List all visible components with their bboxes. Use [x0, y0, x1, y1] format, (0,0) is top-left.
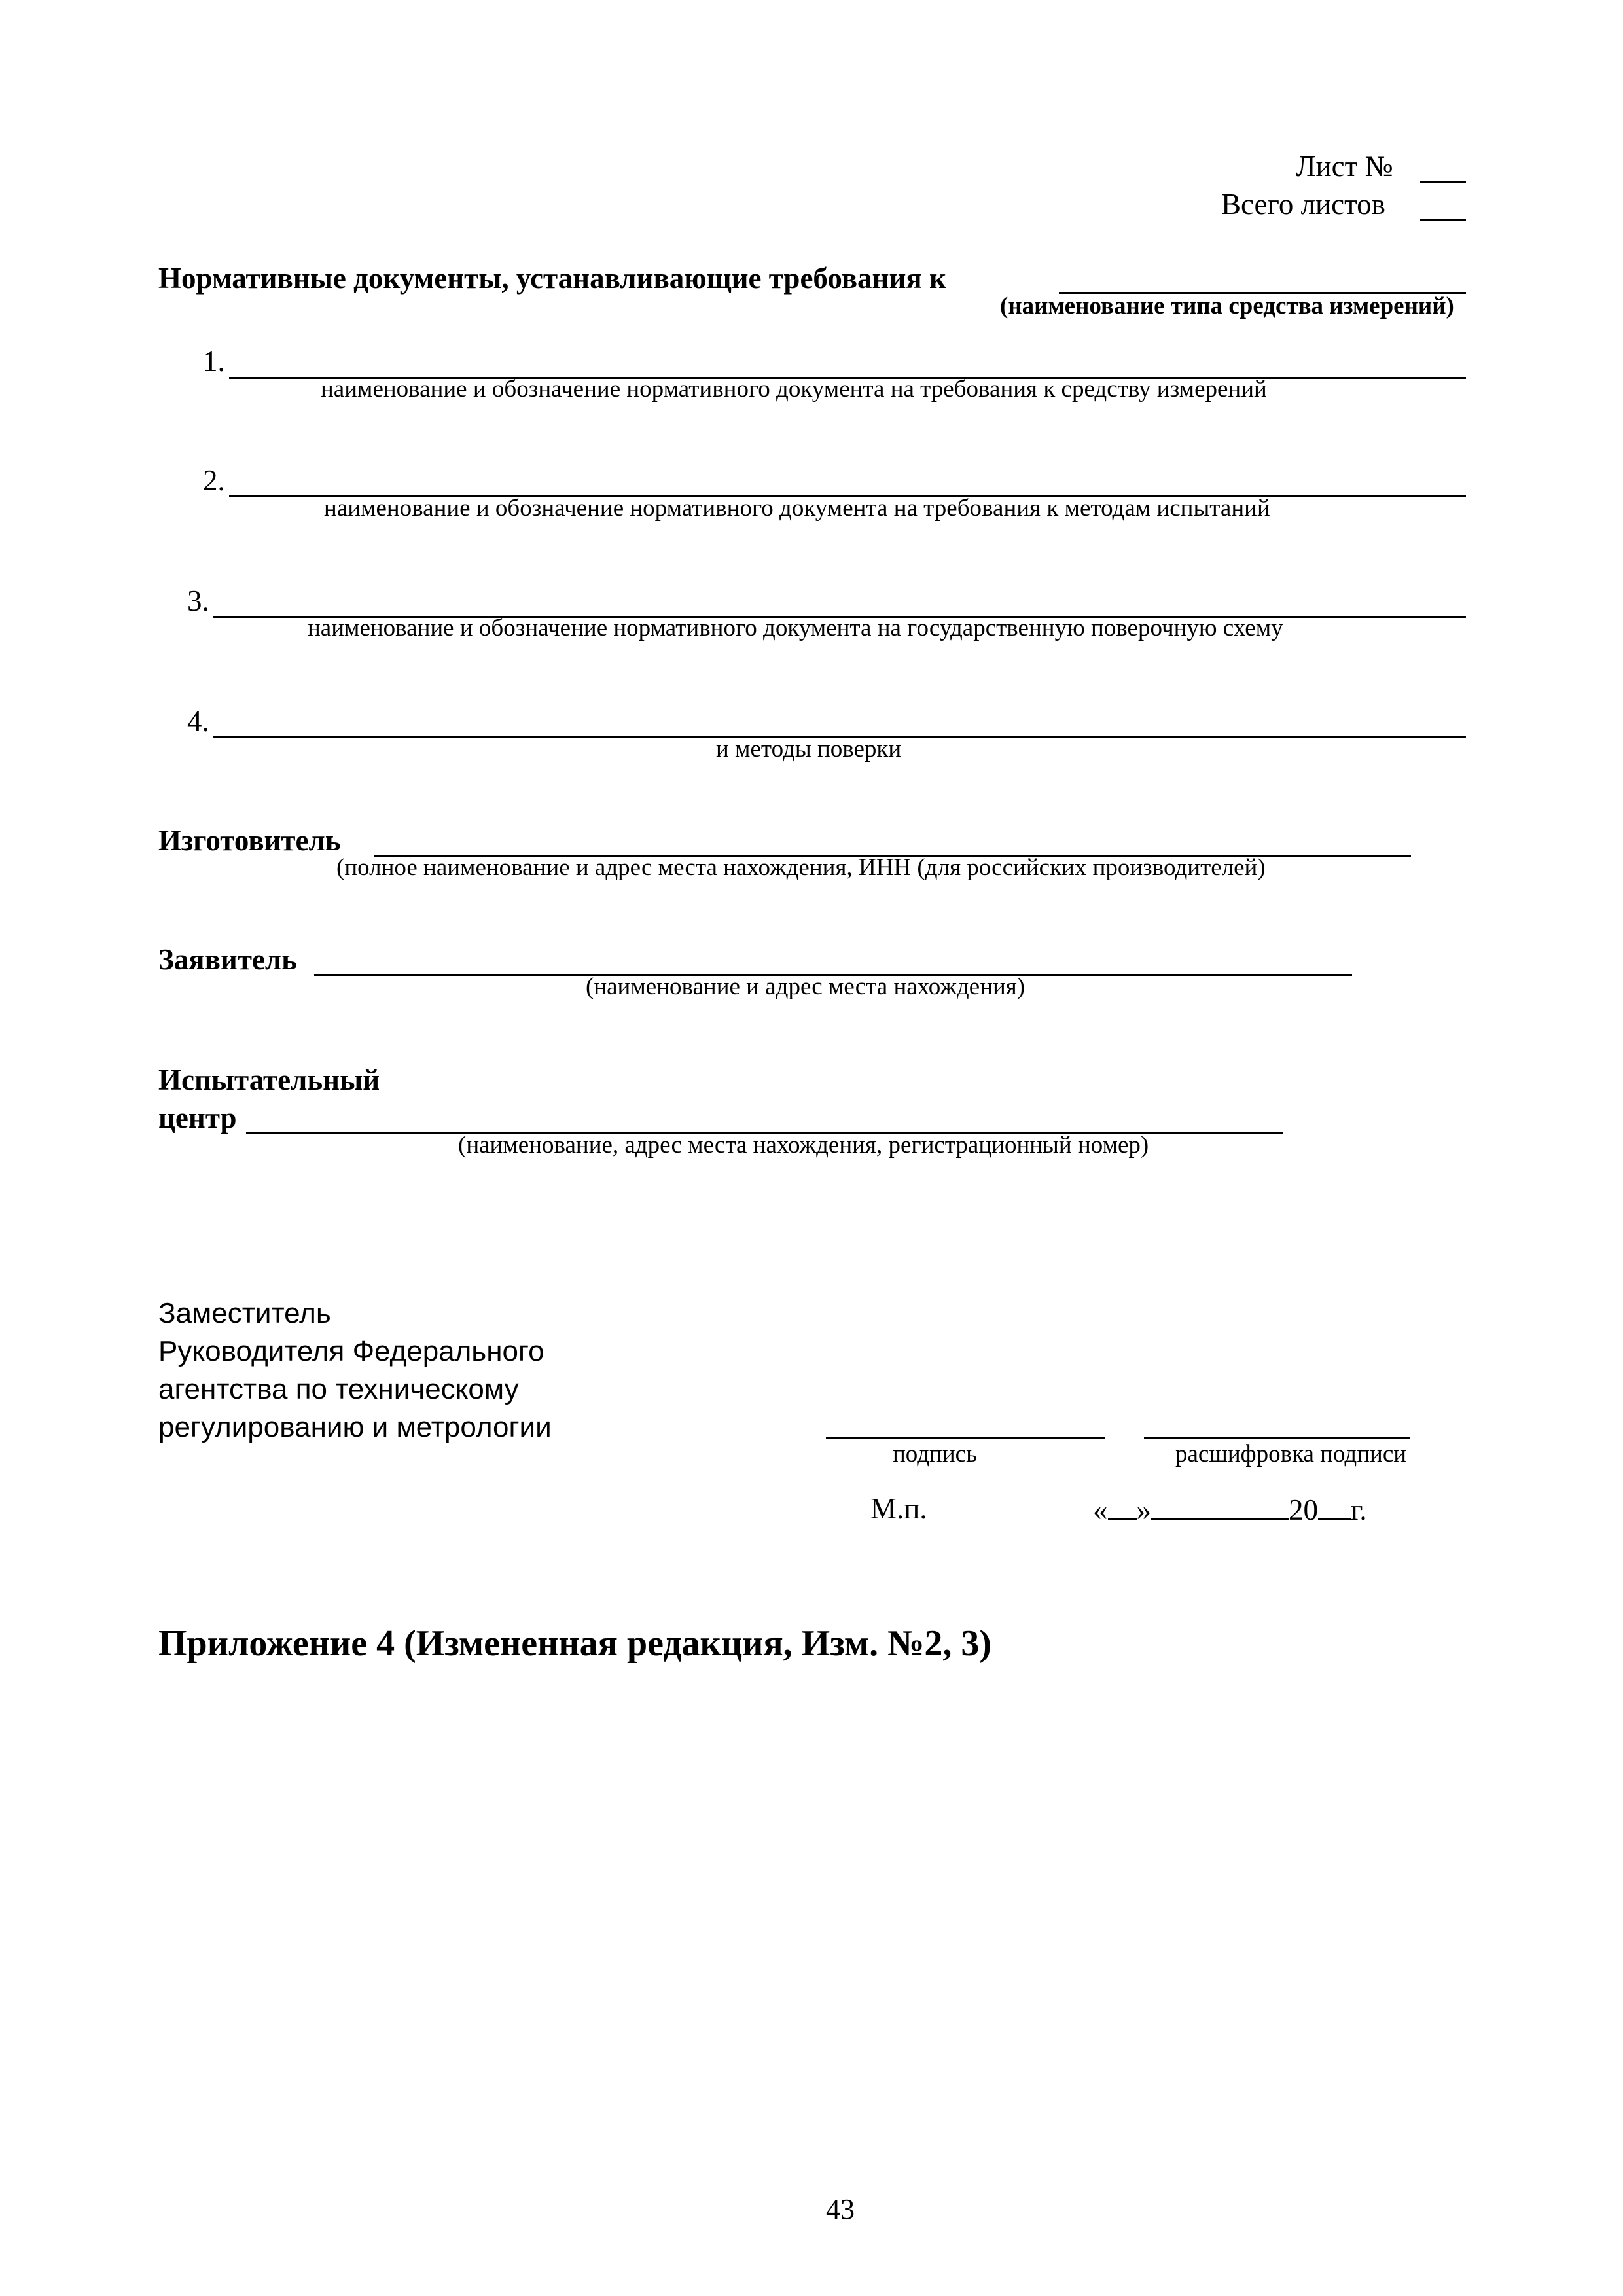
stamp-label: М.п. [870, 1492, 927, 1525]
sheet-number-blank [1420, 181, 1466, 183]
signatory-title: Заместитель Руководителя Федерального агентства по техническому регулированию и метрологии [158, 1297, 552, 1443]
sheets-total-blank [1420, 219, 1466, 221]
normative-item-number: 2. [203, 464, 225, 497]
applicant-caption: (наименование и адрес места нахождения) [586, 973, 1026, 1000]
manufacturer-label: Изготовитель [158, 824, 341, 857]
normative-item-number: 4. [187, 705, 209, 738]
date-line: « » 20 г. [1093, 1494, 1367, 1526]
decryption-caption: расшифровка подписи [1175, 1441, 1407, 1467]
normative-heading-caption: (наименование типа средства измерений) [1000, 293, 1454, 319]
normative-item-caption: и методы поверки [716, 736, 902, 762]
normative-item-caption: наименование и обозначение нормативного документа на требования к средству измерений [321, 376, 1267, 403]
normative-item-caption: наименование и обозначение нормативного документа на государственную поверочную схему [308, 615, 1283, 641]
test-center-label: Испытательный [158, 1064, 380, 1096]
normative-item-number: 1. [203, 345, 225, 378]
test-center-label-line2: центр [158, 1102, 237, 1134]
appendix-title: Приложение 4 (Измененная редакция, Изм. №2, 3) [158, 1623, 991, 1664]
decryption-blank [1144, 1437, 1410, 1439]
page-number: 43 [826, 2193, 855, 2225]
sheet-number-label: Лист № [1296, 150, 1393, 183]
sheets-total-label: Всего листов [1221, 188, 1385, 221]
test-center-caption: (наименование, адрес места нахождения, регистрационный номер) [458, 1132, 1149, 1158]
signature-blank [826, 1437, 1105, 1439]
normative-item-caption: наименование и обозначение нормативного документа на требования к методам испытаний [324, 495, 1270, 522]
applicant-label: Заявитель [158, 943, 297, 976]
manufacturer-caption: (полное наименование и адрес места нахождения, ИНН (для российских производителей) [336, 854, 1266, 881]
normative-item-number: 3. [187, 584, 209, 617]
normative-heading: Нормативные документы, устанавливающие требования к [158, 262, 946, 295]
signature-caption: подпись [893, 1441, 977, 1467]
